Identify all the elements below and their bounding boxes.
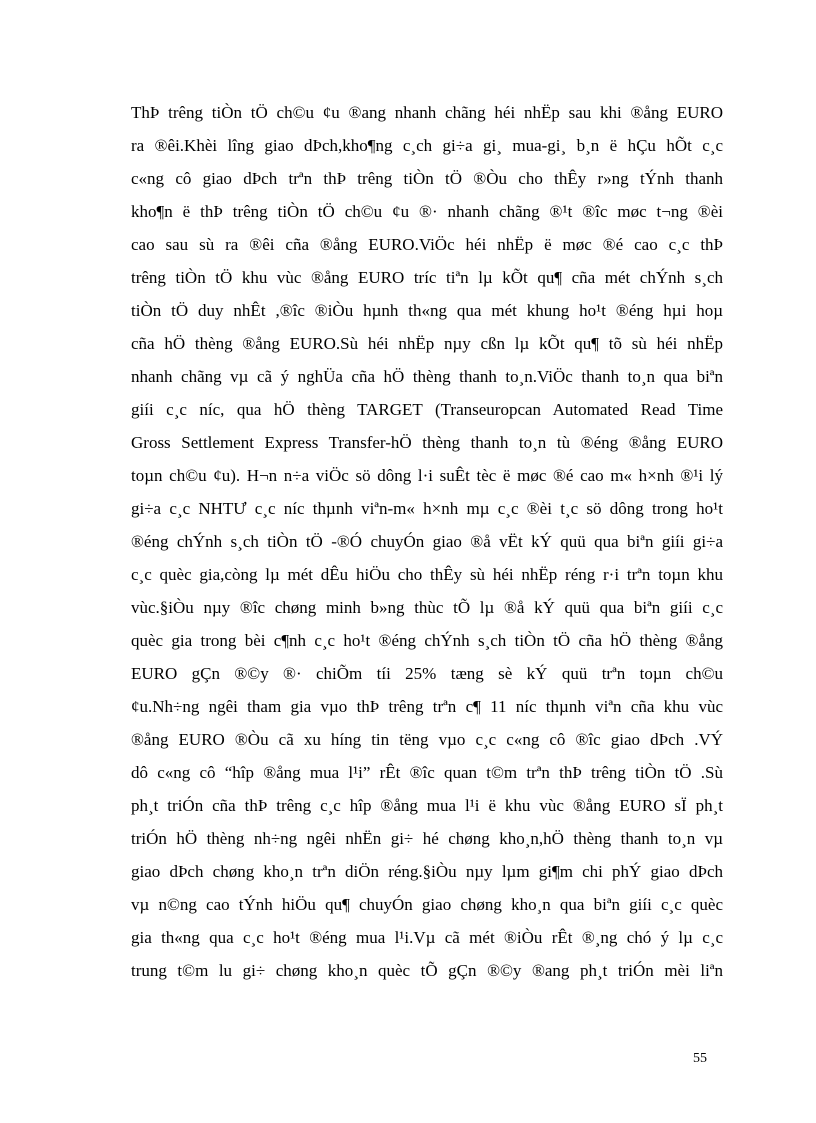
- text-line: trung t©m lu gi÷ chøng kho¸n quèc tÕ gÇn ®©y ®ang ph¸t triÓn mèi liªn: [131, 961, 723, 980]
- text-line: trêng tiÒn tÖ khu vùc ®ång EURO tríc tiªn lµ kÕt qu¶ cña mét chÝnh s¸ch: [131, 268, 723, 287]
- document-body: [131, 101, 723, 992]
- text-line: toµn ch©u ¢u). H¬n n÷a viÖc sö dông l·i suÊt tèc ë møc ®é cao m« h×nh ®¹i lý: [131, 466, 723, 485]
- text-line: ®éng chÝnh s¸ch tiÒn tÖ -®Ó chuyÓn giao ®å vËt kÝ quü qua biªn giíi gi÷a: [131, 532, 723, 551]
- text-line: nhanh chãng vµ cã ý nghÜa cña hÖ thèng thanh to¸n.ViÖc thanh to¸n qua biªn: [131, 367, 723, 386]
- text-line: cao sau sù ra ®êi cña ®ång EURO.ViÖc héi nhËp ë møc ®é cao c¸c thÞ: [131, 235, 723, 254]
- text-line: ¢u.Nh÷ng ngêi tham gia vµo thÞ trêng trªn c¶ 11 níc thµnh viªn cña khu vùc: [131, 697, 723, 716]
- page-number: 55: [693, 1051, 707, 1066]
- text-line: giao dÞch chøng kho¸n trªn diÖn réng.§iÒu nµy lµm gi¶m chi phÝ giao dÞch: [131, 862, 723, 881]
- text-line: gi÷a c¸c NHTƯ c¸c níc thµnh viªn-m« h×nh mµ c¸c ®èi t¸c sö dông trong ho¹t: [131, 499, 723, 518]
- text-line: vùc.§iÒu nµy ®îc chøng minh b»ng thùc tÕ lµ ®å kÝ quü qua biªn giíi c¸c: [131, 598, 723, 617]
- text-line: ®ång EURO ®Òu cã xu híng tin tëng vµo c¸c c«ng cô ®îc giao dÞch .VÝ: [131, 730, 723, 749]
- text-line: Gross Settlement Express Transfer-hÖ thèng thanh to¸n tù ®éng ®ång EURO: [131, 433, 723, 452]
- text-line: dô c«ng cô “hîp ®ång mua l¹i” rÊt ®îc quan t©m trªn thÞ trêng tiÒn tÖ .Sù: [131, 763, 723, 782]
- text-line: kho¶n ë thÞ trêng tiÒn tÖ ch©u ¢u ®· nhanh chãng ®¹t ®îc møc t¬ng ®èi: [131, 202, 723, 221]
- text-line: quèc gia trong bèi c¶nh c¸c ho¹t ®éng chÝnh s¸ch tiÒn tÖ cña hÖ thèng ®ång: [131, 631, 723, 650]
- text-line: giíi c¸c níc, qua hÖ thèng TARGET (Transeuropcan Automated Read Time: [131, 400, 723, 419]
- text-line: c«ng cô giao dÞch trªn thÞ trêng tiÒn tÖ ®Òu cho thÊy r»ng tÝnh thanh: [131, 169, 723, 188]
- text-line: c¸c quèc gia,còng lµ mét dÊu hiÖu cho thÊy sù héi nhËp réng r·i trªn toµn khu: [131, 565, 723, 584]
- text-line: EURO gÇn ®©y ®· chiÕm tíi 25% tæng sè kÝ quü trªn toµn ch©u: [131, 664, 723, 683]
- text-line: vµ n©ng cao tÝnh hiÖu qu¶ chuyÓn giao chøng kho¸n qua biªn giíi c¸c quèc: [131, 895, 723, 914]
- text-line: ra ®êi.Khèi lîng giao dÞch,kho¶ng c¸ch gi÷a gi¸ mua-gi¸ b¸n ë hÇu hÕt c¸c: [131, 136, 723, 155]
- text-line: ThÞ trêng tiÒn tÖ ch©u ¢u ®ang nhanh chãng héi nhËp sau khi ®ång EURO: [131, 103, 723, 122]
- text-line: triÓn hÖ thèng nh÷ng ngêi nhËn gi÷ hé chøng kho¸n,hÖ thèng thanh to¸n vµ: [131, 829, 723, 848]
- text-line: tiÒn tÖ duy nhÊt ,®îc ®iÒu hµnh th«ng qua mét khung ho¹t ®éng hµi hoµ: [131, 301, 723, 320]
- text-line: cña hÖ thèng ®ång EURO.Sù héi nhËp nµy cßn lµ kÕt qu¶ tõ sù héi nhËp: [131, 334, 723, 353]
- text-line: ph¸t triÓn cña thÞ trêng c¸c hîp ®ång mua l¹i ë khu vùc ®ång EURO sÏ ph¸t: [131, 796, 723, 815]
- text-line: gia th«ng qua c¸c ho¹t ®éng mua l¹i.Vµ cã mét ®iÒu rÊt ®¸ng chó ý lµ c¸c: [131, 928, 723, 947]
